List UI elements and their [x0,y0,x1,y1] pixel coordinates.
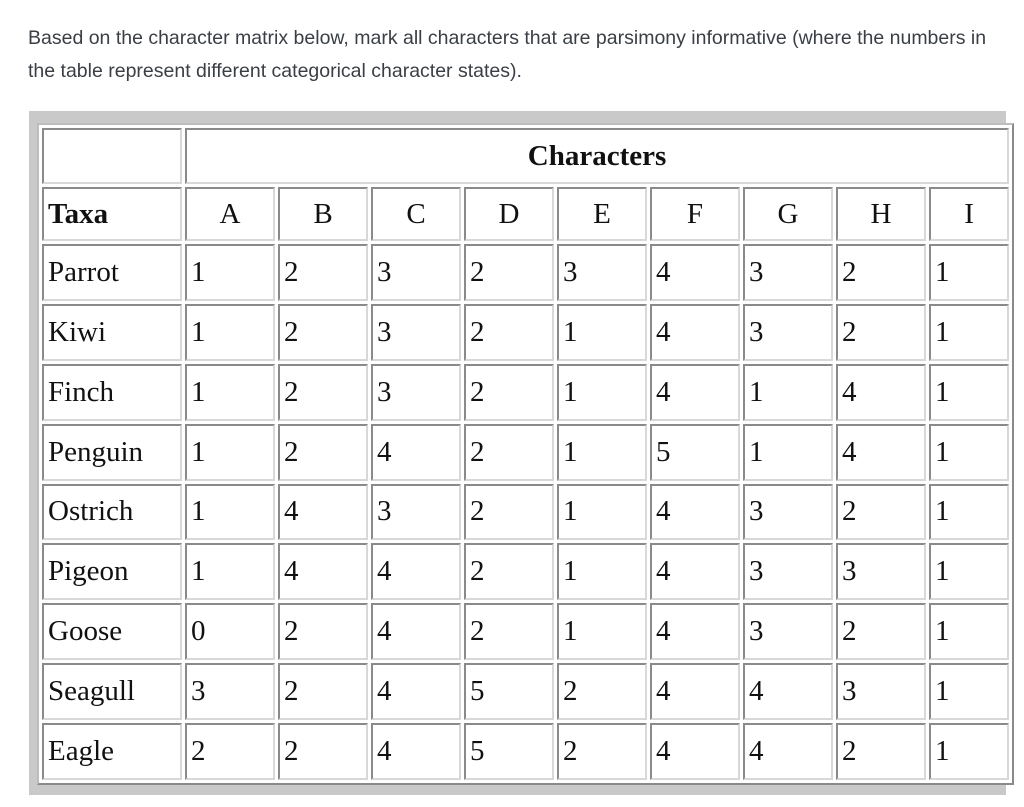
group-header-row [42,128,1009,184]
state-cell-d: 5 [464,663,554,720]
question-text: Based on the character matrix below, mark all characters that are parsimony informative (where the numbers in the table represent different categorical character states). [28,27,987,82]
state-cell-f: 4 [650,723,740,780]
state-cell-g: 4 [743,663,833,720]
state-cell-h: 3 [836,663,926,720]
character-header-e: E [557,187,647,241]
state-cell-i: 1 [929,364,1009,421]
character-header-i: I [929,187,1009,241]
state-cell-f: 4 [650,364,740,421]
state-cell-c: 4 [371,424,461,481]
taxon-name-cell: Kiwi [42,304,182,361]
table-row [42,424,1009,481]
character-header-b: B [278,187,368,241]
state-cell-b: 2 [278,723,368,780]
state-cell-a: 1 [185,304,275,361]
character-header-c: C [371,187,461,241]
state-cell-d: 2 [464,244,554,301]
state-cell-e: 1 [557,304,647,361]
state-cell-g: 1 [743,424,833,481]
state-cell-i: 1 [929,484,1009,541]
state-cell-h: 2 [836,723,926,780]
state-cell-i: 1 [929,603,1009,660]
state-cell-c: 4 [371,723,461,780]
state-cell-b: 2 [278,304,368,361]
state-cell-b: 2 [278,424,368,481]
taxon-name-cell: Parrot [42,244,182,301]
state-cell-g: 3 [743,603,833,660]
state-cell-e: 2 [557,723,647,780]
table-container [29,111,1006,795]
state-cell-i: 1 [929,723,1009,780]
table-row [42,364,1009,421]
character-header-f: F [650,187,740,241]
state-cell-f: 4 [650,543,740,600]
character-header-g: G [743,187,833,241]
state-cell-h: 3 [836,543,926,600]
taxon-name-cell: Finch [42,364,182,421]
taxon-name-cell: Pigeon [42,543,182,600]
state-cell-a: 1 [185,484,275,541]
state-cell-e: 1 [557,543,647,600]
state-cell-f: 4 [650,244,740,301]
state-cell-h: 4 [836,364,926,421]
state-cell-h: 2 [836,603,926,660]
state-cell-b: 2 [278,663,368,720]
state-cell-d: 2 [464,603,554,660]
table-row [42,723,1009,780]
state-cell-i: 1 [929,244,1009,301]
state-cell-e: 3 [557,244,647,301]
state-cell-i: 1 [929,663,1009,720]
state-cell-h: 2 [836,304,926,361]
state-cell-b: 2 [278,364,368,421]
taxon-name-cell: Goose [42,603,182,660]
state-cell-g: 3 [743,304,833,361]
character-matrix-table [37,123,1014,785]
state-cell-c: 4 [371,543,461,600]
state-cell-g: 3 [743,484,833,541]
taxon-name-cell: Eagle [42,723,182,780]
state-cell-g: 3 [743,543,833,600]
state-cell-a: 1 [185,543,275,600]
state-cell-h: 2 [836,244,926,301]
state-cell-e: 1 [557,364,647,421]
table-row [42,603,1009,660]
state-cell-c: 4 [371,603,461,660]
state-cell-b: 2 [278,603,368,660]
taxon-name-cell: Ostrich [42,484,182,541]
state-cell-b: 4 [278,543,368,600]
state-cell-c: 3 [371,484,461,541]
state-cell-d: 2 [464,543,554,600]
state-cell-g: 1 [743,364,833,421]
state-cell-g: 4 [743,723,833,780]
table-row [42,244,1009,301]
state-cell-e: 1 [557,484,647,541]
empty-corner-cell [42,128,182,184]
state-cell-f: 4 [650,603,740,660]
state-cell-c: 3 [371,364,461,421]
table-row [42,304,1009,361]
state-cell-a: 1 [185,244,275,301]
table-row [42,543,1009,600]
table-row [42,663,1009,720]
state-cell-c: 4 [371,663,461,720]
state-cell-b: 4 [278,484,368,541]
state-cell-b: 2 [278,244,368,301]
state-cell-e: 1 [557,603,647,660]
table-row [42,484,1009,541]
state-cell-h: 2 [836,484,926,541]
state-cell-a: 2 [185,723,275,780]
state-cell-g: 3 [743,244,833,301]
state-cell-c: 3 [371,244,461,301]
state-cell-a: 1 [185,424,275,481]
state-cell-d: 2 [464,484,554,541]
state-cell-i: 1 [929,543,1009,600]
state-cell-d: 2 [464,424,554,481]
state-cell-h: 4 [836,424,926,481]
state-cell-d: 2 [464,304,554,361]
characters-header: Characters [185,128,1009,184]
state-cell-c: 3 [371,304,461,361]
state-cell-f: 4 [650,663,740,720]
state-cell-f: 5 [650,424,740,481]
state-cell-f: 4 [650,304,740,361]
character-header-d: D [464,187,554,241]
character-header-h: H [836,187,926,241]
state-cell-d: 2 [464,364,554,421]
matrix-body [42,244,1009,780]
state-cell-e: 1 [557,424,647,481]
state-cell-a: 1 [185,364,275,421]
taxa-header: Taxa [42,187,182,241]
taxon-name-cell: Seagull [42,663,182,720]
state-cell-a: 3 [185,663,275,720]
state-cell-f: 4 [650,484,740,541]
character-header-row [42,187,1009,241]
character-header-a: A [185,187,275,241]
state-cell-e: 2 [557,663,647,720]
state-cell-i: 1 [929,304,1009,361]
state-cell-i: 1 [929,424,1009,481]
taxon-name-cell: Penguin [42,424,182,481]
state-cell-d: 5 [464,723,554,780]
state-cell-a: 0 [185,603,275,660]
